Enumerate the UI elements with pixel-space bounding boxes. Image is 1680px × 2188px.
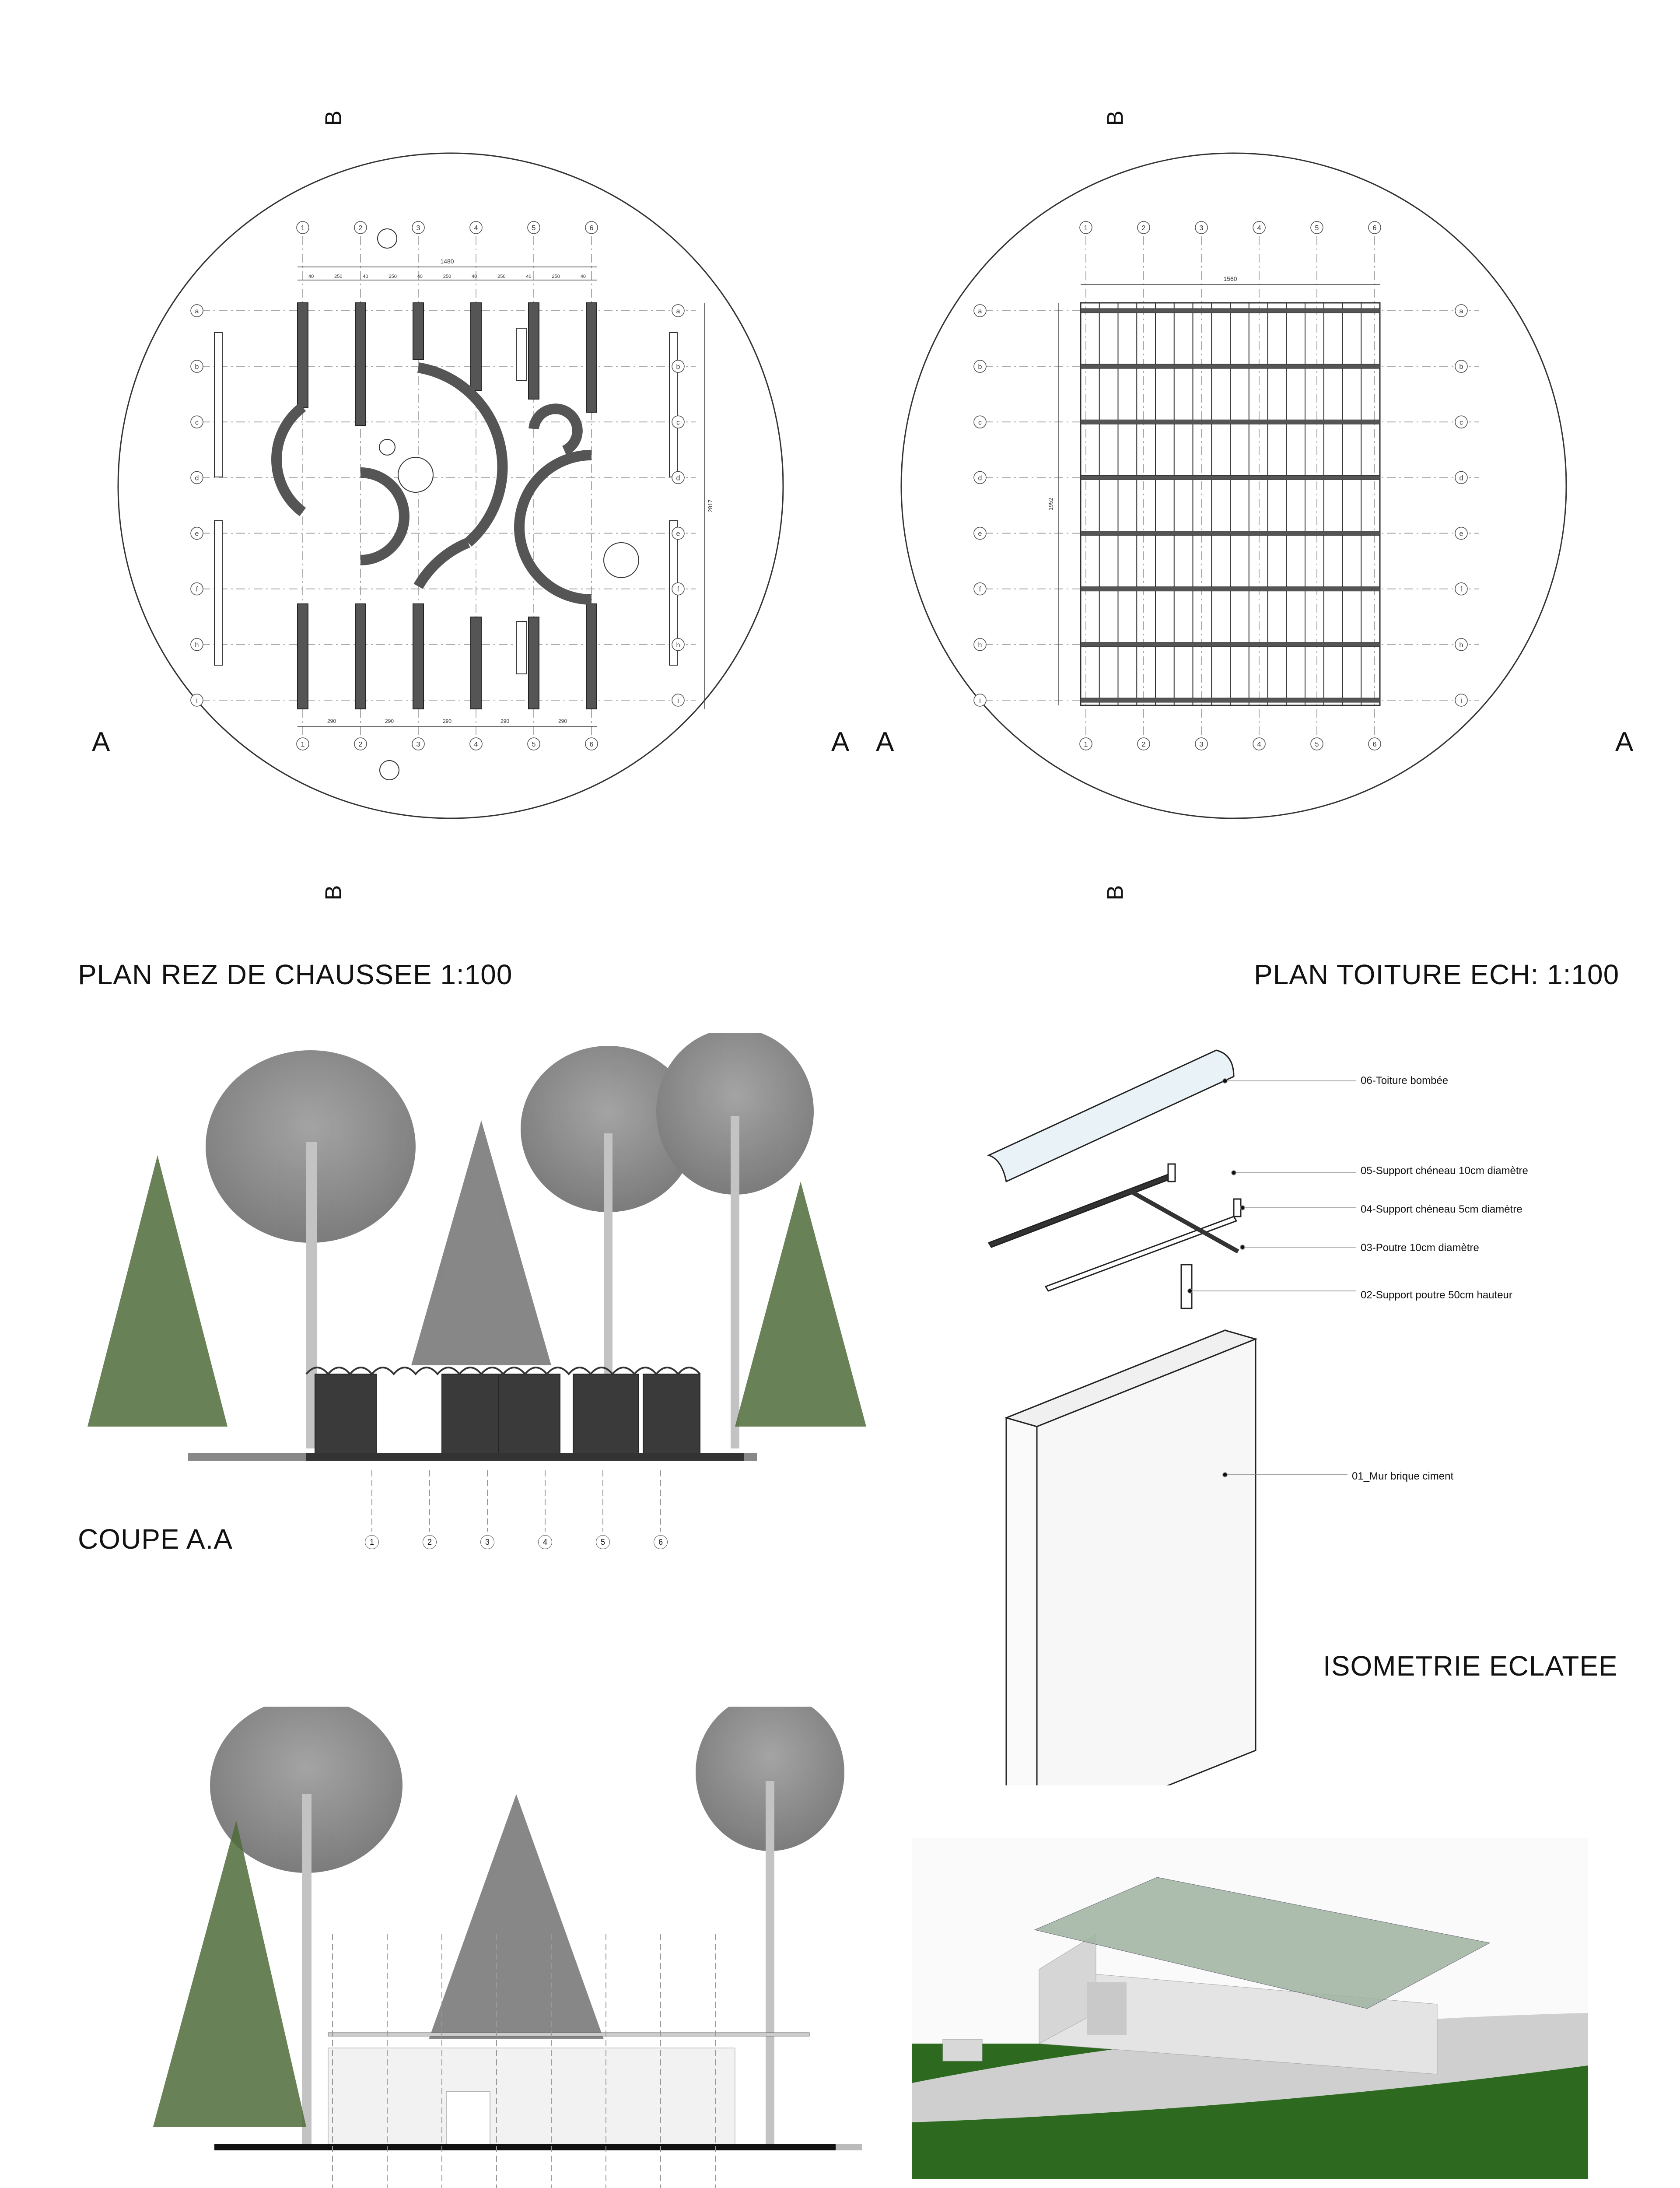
- grid-label-row: h: [676, 641, 680, 649]
- grid-label-row: d: [195, 474, 199, 482]
- dim-top: 40: [526, 274, 532, 279]
- section-marker-b-top: B: [321, 110, 346, 126]
- grid-label-row: a: [676, 308, 680, 315]
- leader-dot: [1223, 1079, 1227, 1083]
- section-marker-b-bottom: B: [321, 885, 346, 901]
- grid-label-row: f: [979, 586, 981, 593]
- grid-label-row: c: [1460, 419, 1463, 427]
- axis-label: 1: [365, 1535, 379, 1549]
- roof-marker-b-bottom: B: [1102, 885, 1128, 901]
- section-marker-a-right: A: [831, 727, 850, 757]
- grid-label-col: 4: [474, 741, 478, 748]
- grid-label-col: 1: [301, 741, 305, 748]
- grid-label-row: b: [978, 363, 982, 371]
- grid-label-row: i: [677, 697, 679, 705]
- dim-bottom: 290: [442, 718, 452, 724]
- grid-label-col: 2: [1141, 224, 1146, 232]
- roof-marker-a-right: A: [1615, 727, 1634, 757]
- dim-total: 1480: [440, 258, 454, 265]
- grid-label-col: 1: [1084, 224, 1088, 232]
- grid-label-row: h: [195, 641, 199, 649]
- dim-side: 2817: [707, 499, 714, 512]
- grid-label-row: c: [676, 419, 680, 427]
- section-aa-title: COUPE A.A: [78, 1523, 233, 1555]
- grid-label-col: 2: [358, 741, 363, 748]
- grid-label-col: 3: [1199, 224, 1204, 232]
- grid-label-col: 5: [1315, 224, 1319, 232]
- iso-legend-1: 01_Mur brique ciment: [1352, 1470, 1454, 1482]
- grid-label-col: 3: [416, 224, 420, 232]
- grid-label-row: i: [196, 697, 198, 705]
- grid-label-row: f: [196, 586, 198, 593]
- iso-legend-2: 02-Support poutre 50cm hauteur: [1361, 1289, 1512, 1301]
- grid-label-col: 1: [1084, 741, 1088, 748]
- grid-label-row: c: [978, 419, 982, 427]
- grid-label-row: e: [676, 530, 680, 538]
- grid-label-row: e: [978, 530, 982, 538]
- leader-dot: [1188, 1289, 1192, 1293]
- grid-label-col: 4: [1257, 741, 1261, 748]
- grid-label-col: 2: [1141, 741, 1146, 748]
- grid-label-row: h: [1459, 641, 1463, 649]
- roof-dim-side: 1952: [1047, 498, 1054, 511]
- leader-dot: [1240, 1206, 1245, 1210]
- section-bb-drawing: [140, 1707, 875, 2188]
- dim-top: 250: [497, 274, 506, 279]
- dim-bottom: 290: [558, 718, 567, 724]
- dim-top: 250: [552, 274, 560, 279]
- dim-top: 40: [308, 274, 314, 279]
- section-marker-a-left: A: [92, 727, 110, 757]
- grid-label-col: 6: [589, 224, 594, 232]
- grid-label-row: d: [676, 474, 680, 482]
- ground-floor-plan: [109, 105, 792, 849]
- grid-label-row: f: [1460, 586, 1463, 593]
- axis-label: 3: [480, 1535, 494, 1549]
- grid-label-row: h: [978, 641, 982, 649]
- grid-label-row: e: [195, 530, 199, 538]
- dim-bottom: 290: [500, 718, 510, 724]
- grid-label-col: 3: [416, 741, 420, 748]
- grid-label-col: 5: [532, 224, 536, 232]
- axis-label: 5: [596, 1535, 610, 1549]
- grid-label-row: f: [677, 586, 679, 593]
- roof-dim-total: 1560: [1223, 275, 1237, 282]
- leader-dot: [1223, 1473, 1227, 1477]
- dim-top: 40: [417, 274, 423, 279]
- grid-label-row: d: [978, 474, 982, 482]
- dim-top: 40: [580, 274, 586, 279]
- roof-marker-b-top: B: [1102, 110, 1128, 126]
- axis-label: 4: [538, 1535, 552, 1549]
- isometric-title: ISOMETRIE ECLATEE: [1323, 1650, 1618, 1682]
- render-3d-view: [912, 1838, 1588, 2179]
- axis-label: 2: [423, 1535, 437, 1549]
- grid-label-row: i: [979, 697, 981, 705]
- grid-label-col: 6: [1372, 224, 1377, 232]
- roof-plan-title: PLAN TOITURE ECH: 1:100: [1254, 959, 1620, 990]
- ground-plan-title: PLAN REZ DE CHAUSSEE 1:100: [78, 959, 513, 990]
- dim-bottom: 290: [327, 718, 336, 724]
- grid-label-row: c: [195, 419, 199, 427]
- grid-label-row: a: [195, 308, 199, 315]
- grid-label-col: 2: [358, 224, 363, 232]
- grid-label-col: 4: [474, 224, 478, 232]
- dim-top: 40: [363, 274, 368, 279]
- dim-top: 250: [443, 274, 452, 279]
- section-aa-drawing: [61, 1033, 884, 1567]
- grid-label-row: b: [195, 363, 199, 371]
- grid-label-row: i: [1460, 697, 1462, 705]
- dim-top: 250: [388, 274, 397, 279]
- grid-label-row: a: [978, 308, 982, 315]
- leader-dot: [1240, 1245, 1245, 1249]
- grid-label-row: b: [676, 363, 680, 371]
- grid-label-col: 6: [1372, 741, 1377, 748]
- iso-legend-4: 04-Support chéneau 5cm diamètre: [1361, 1203, 1522, 1215]
- iso-legend-3: 03-Poutre 10cm diamètre: [1361, 1242, 1479, 1254]
- grid-label-col: 5: [532, 741, 536, 748]
- roof-plan: [892, 105, 1575, 849]
- dim-top: 250: [334, 274, 343, 279]
- grid-label-row: d: [1459, 474, 1463, 482]
- leader-dot: [1232, 1171, 1236, 1175]
- grid-label-col: 4: [1257, 224, 1261, 232]
- grid-label-col: 6: [589, 741, 594, 748]
- iso-legend-5: 05-Support chéneau 10cm diamètre: [1361, 1165, 1528, 1177]
- grid-label-row: b: [1459, 363, 1463, 371]
- roof-marker-a-left: A: [876, 727, 894, 757]
- grid-label-col: 5: [1315, 741, 1319, 748]
- axis-label: 6: [654, 1535, 668, 1549]
- grid-label-row: e: [1459, 530, 1463, 538]
- dim-bottom: 290: [385, 718, 394, 724]
- grid-label-row: a: [1459, 308, 1463, 315]
- dim-top: 40: [472, 274, 477, 279]
- grid-label-col: 1: [301, 224, 305, 232]
- iso-legend-6: 06-Toiture bombée: [1361, 1075, 1449, 1087]
- grid-label-col: 3: [1199, 741, 1204, 748]
